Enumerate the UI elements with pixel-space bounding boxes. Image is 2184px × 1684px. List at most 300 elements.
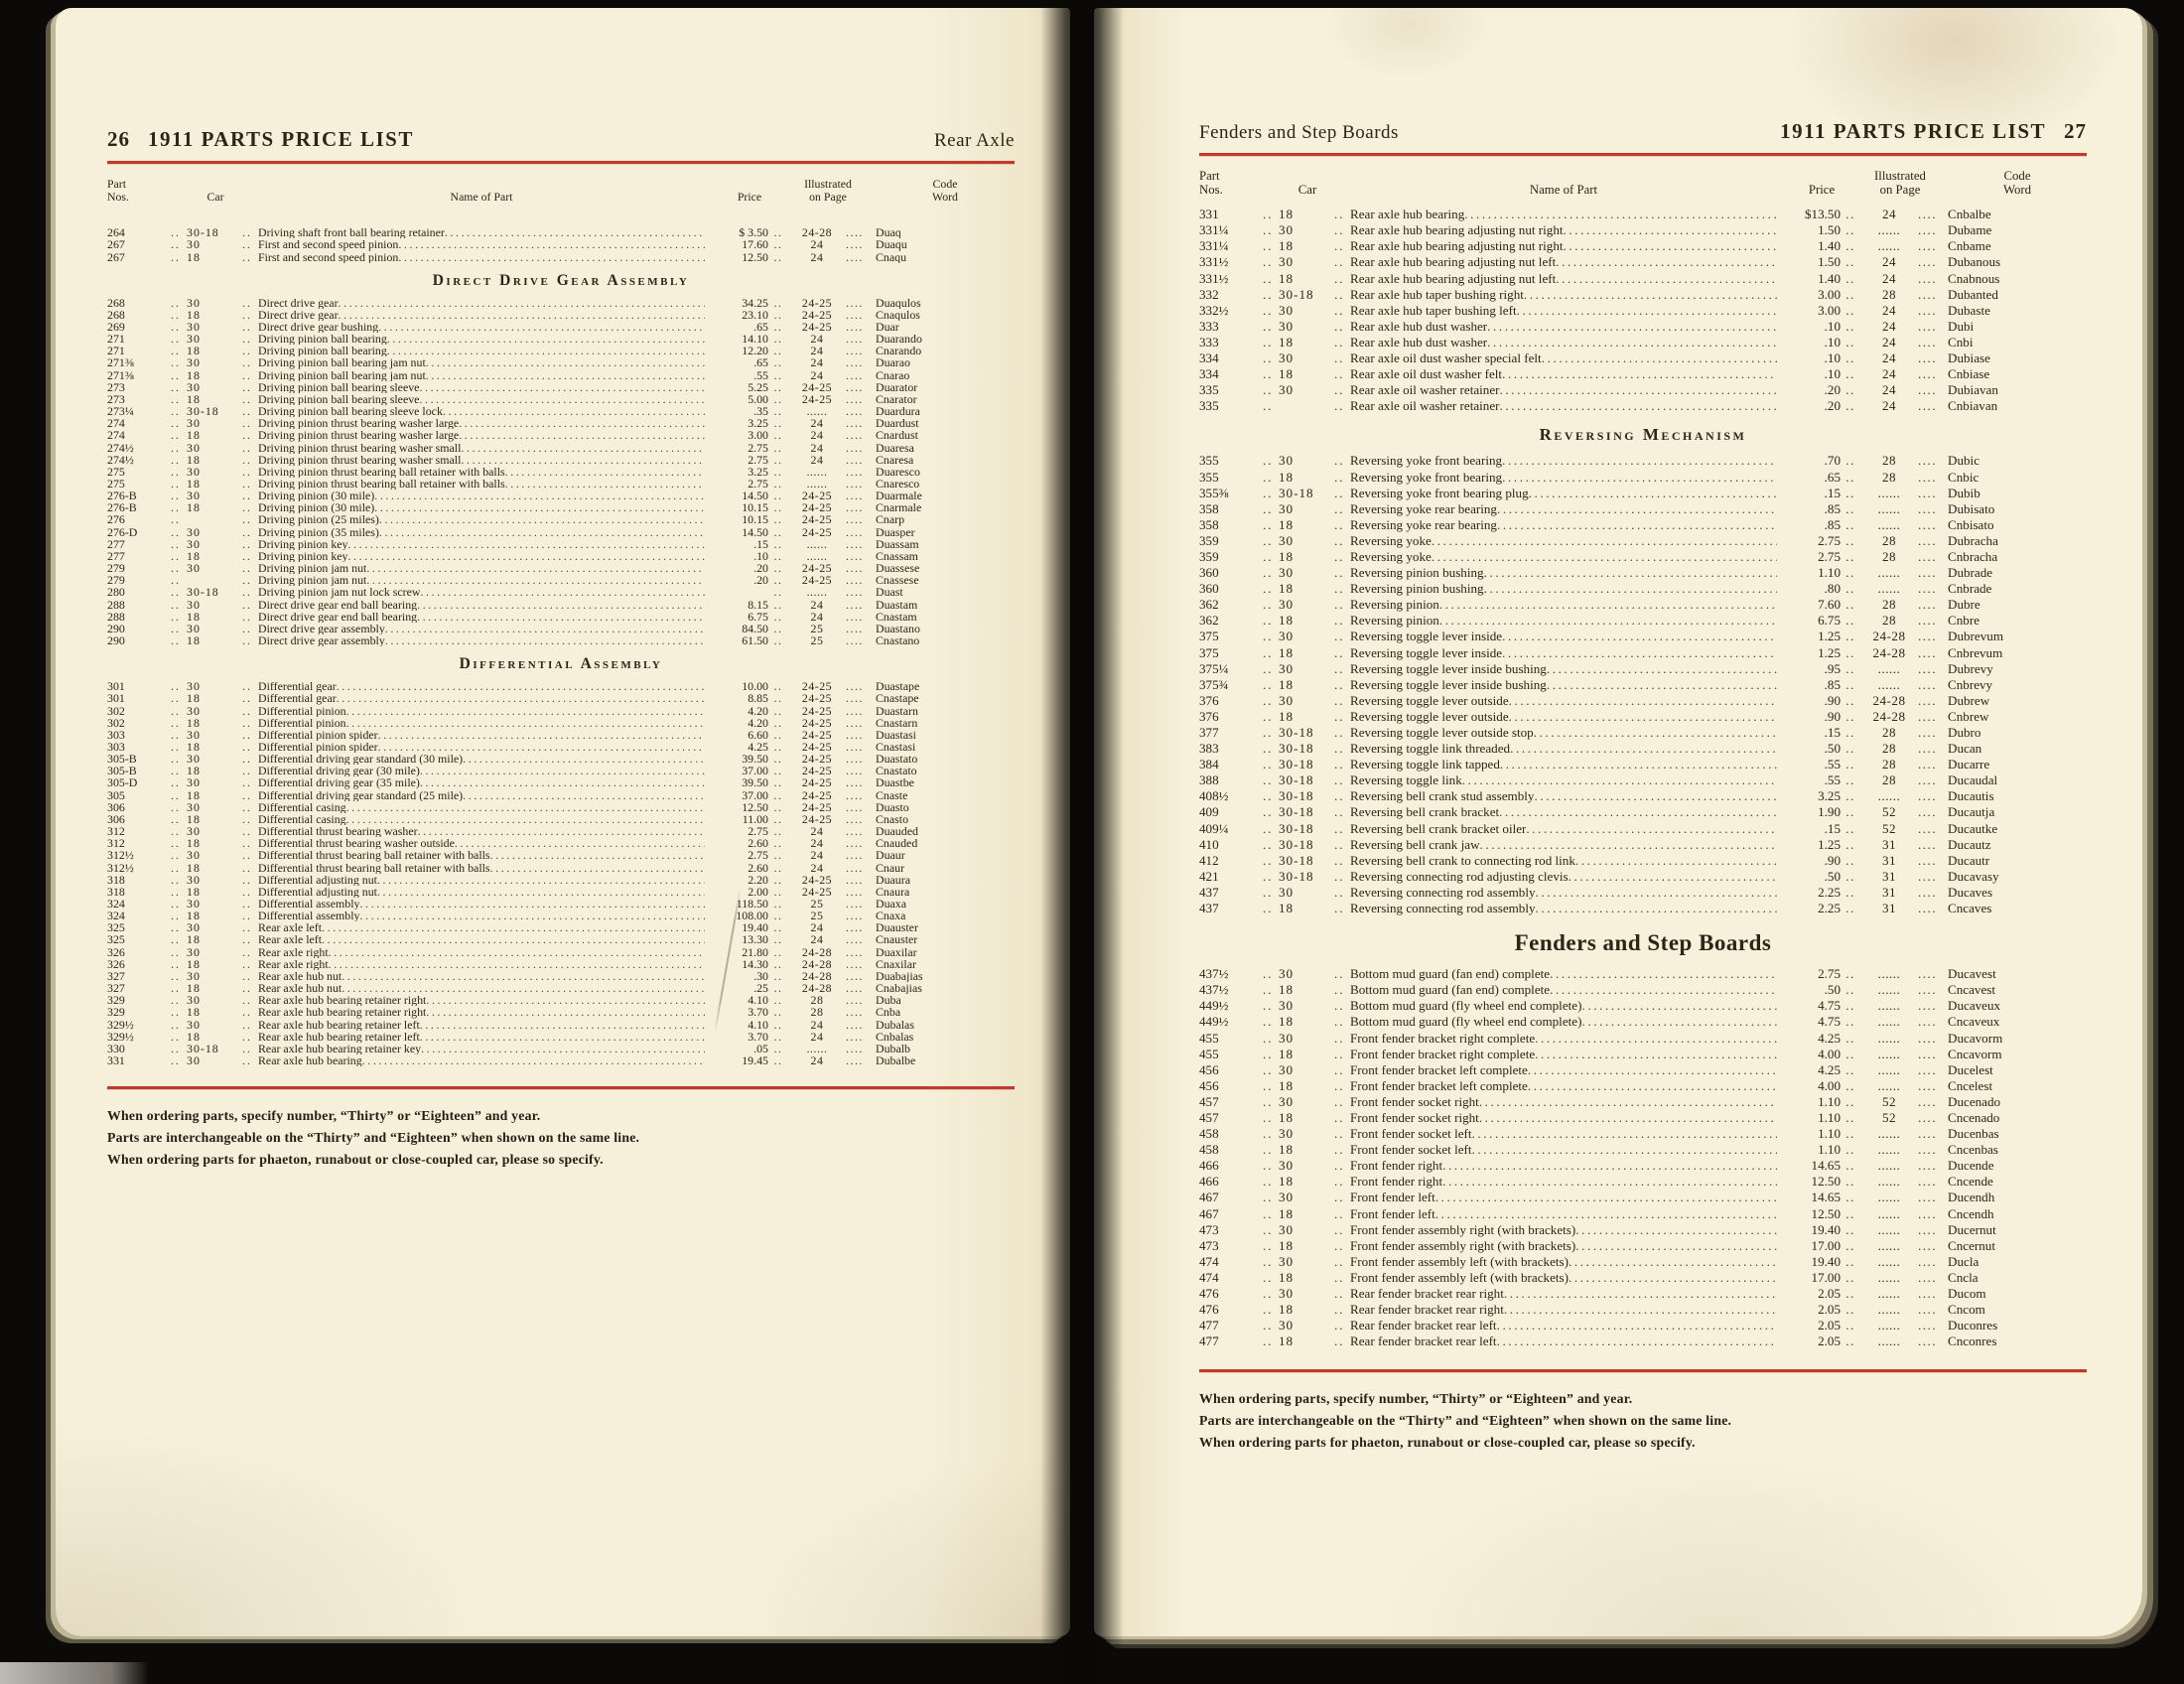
leader-dots [1442,1158,1777,1174]
car-model: 18 [187,956,201,971]
car-model: 18 [1279,270,1295,286]
leader-dots: .. [1845,1221,1855,1237]
leader-dots [337,680,705,692]
leader-dots: .... [846,812,864,826]
leader-dots [377,874,705,886]
part-number: 359 [1199,532,1219,548]
leader-dots: .. [1334,1014,1345,1030]
price: 3.25 [748,416,768,431]
table-row [107,717,1015,729]
leader-dots: .. [773,441,783,454]
leader-dots: .. [1263,597,1274,613]
table-row [1199,1078,2087,1094]
code-word: Cnbrevum [1948,644,2003,660]
part-number: 334 [1199,351,1219,366]
column-header-name-label: Name of Part [1529,182,1598,197]
table-row [107,599,1015,611]
part-name: Direct drive gear end ball bearing [258,610,418,623]
part-number: 421 [1199,868,1219,884]
leader-dots: .. [1334,500,1345,516]
price: 12.50 [1811,1174,1841,1190]
section-heading: Reversing Mechanism [1539,425,1747,445]
car-model: 18 [1279,708,1295,724]
part-name: Differential thrust bearing ball retainer with balls [258,861,490,874]
part-number: 358 [1199,500,1219,516]
code-word: Cnaura [876,885,910,898]
car-model: 18 [187,836,201,851]
column-header-illustrated-line2: on Page [1879,182,1921,197]
leader-dots: .. [1845,382,1855,398]
price: .70 [1824,453,1841,469]
leader-dots: .... [846,610,864,623]
leader-dots: .... [846,1054,864,1067]
leader-dots: .. [1263,1333,1274,1349]
leader-dots: .. [773,610,783,623]
leader-dots: .. [1334,597,1345,613]
leader-dots: .. [171,405,181,418]
footnote: When ordering parts for phaeton, runabout or close-coupled car, please so specify. [107,1152,604,1168]
leader-dots: .... [846,753,864,766]
illustrated-page: 24-25 [801,490,833,502]
table-row [1199,757,2087,772]
leader-dots: .... [1918,820,1938,836]
code-word: Cnbi [1948,334,1974,350]
leader-dots [1556,254,1777,270]
leader-dots: .. [242,765,252,777]
table-row [1199,901,2087,916]
table-row [1199,382,2087,398]
leader-dots: .. [773,957,783,970]
code-word: Duarmale [876,490,922,502]
car-model: 30 [187,848,201,863]
leader-dots: .... [1918,516,1938,532]
table-row [107,574,1015,586]
leader-dots [1504,1286,1777,1302]
price: 3.00 [748,428,768,443]
leader-dots: .. [171,910,181,922]
leader-dots: .... [1918,901,1938,916]
part-number: 331¼ [1199,222,1229,238]
leader-dots: .. [1263,820,1274,836]
code-word: Dubalb [876,1042,911,1055]
code-word: Cncaves [1948,901,1992,916]
part-number: 288 [107,597,125,612]
car-model: 18 [1279,469,1295,485]
table-row [107,251,1015,263]
price: 5.00 [748,391,768,406]
leader-dots: .. [1845,548,1855,564]
car-model: 30 [187,1053,201,1068]
leader-dots: .. [171,776,181,789]
leader-dots: .. [1263,1253,1274,1269]
part-number: 412 [1199,852,1219,868]
table-row [1199,597,2087,613]
car-model: 30 [187,295,201,310]
table-row [107,454,1015,466]
code-word: Duassese [876,562,920,575]
car-model: 18 [1279,238,1295,254]
price: 37.00 [742,787,768,802]
part-number: 377 [1199,725,1219,740]
leader-dots: .... [1918,757,1938,772]
leader-dots: .... [846,441,864,454]
leader-dots: .. [773,392,783,406]
leader-dots: .. [242,296,252,309]
table-row [1199,549,2087,565]
price: 1.10 [1818,1093,1841,1109]
part-name: Reversing toggle link threaded [1350,741,1511,757]
leader-dots [426,1006,705,1018]
illustrated-page: 24-25 [801,788,833,801]
leader-dots: .. [242,933,252,946]
leader-dots: .. [171,1018,181,1031]
leader-dots: .... [846,549,864,563]
part-number: 476 [1199,1286,1219,1301]
price: 4.75 [1818,998,1841,1014]
leader-dots: .. [1845,1046,1855,1061]
illustrated-page: 28 [1881,453,1897,469]
leader-dots: .... [846,825,864,838]
column-headers [107,178,1015,203]
leader-dots: .. [171,765,181,777]
part-name: Bottom mud guard (fly wheel end complete) [1350,1014,1582,1030]
part-name: Reversing pinion bushing [1350,565,1484,581]
illustrated-page: ...... [1877,500,1901,516]
leader-dots [1497,501,1777,517]
leader-dots: .. [773,898,783,911]
part-number: 274½ [107,452,134,467]
leader-dots: .. [242,250,252,263]
leader-dots: .. [1845,1286,1855,1301]
leader-dots: .. [1845,1077,1855,1093]
price: .25 [753,981,768,996]
part-number: 306 [107,811,125,826]
table-row [1199,804,2087,820]
part-number: 303 [107,727,125,742]
leader-dots: .. [1334,398,1345,414]
car-model: 30 [187,993,201,1008]
table-row [107,333,1015,345]
leader-dots: .. [242,226,252,239]
code-word: Cnastato [876,765,917,777]
leader-dots: .... [846,598,864,611]
part-number: 335 [1199,398,1219,414]
leader-dots: .. [1845,1237,1855,1253]
leader-dots: .. [1334,1237,1345,1253]
part-name: Reversing yoke [1350,532,1432,548]
leader-dots: .. [1334,757,1345,772]
price: 5.25 [748,379,768,394]
code-word: Cnbracha [1948,548,1998,564]
part-name: Rear axle oil washer retainer [1350,398,1500,414]
leader-dots [1575,853,1777,869]
car-model: 30 [1279,692,1295,708]
part-name: Driving shaft front ball bearing retainer [258,226,445,239]
car-model: 18 [1279,548,1295,564]
leader-dots: .. [242,1042,252,1055]
table-row [107,1019,1015,1031]
price: 39.50 [742,752,768,767]
leader-dots [463,753,705,765]
price: 8.15 [748,597,768,612]
table-row [107,634,1015,646]
car-model: 30-18 [1279,836,1314,852]
part-number: 276-B [107,489,137,503]
code-word: Cnconres [1948,1333,1997,1349]
car-model: 30-18 [187,1041,219,1055]
car-model: 18 [1279,1174,1295,1190]
table-row [107,417,1015,429]
illustrated-page: 24-25 [801,812,833,826]
price: 2.75 [1818,548,1841,564]
part-name: Driving pinion jam nut [258,574,367,587]
leader-dots: .... [1918,1174,1938,1190]
illustrated-page: 28 [1881,772,1897,788]
leader-dots: .... [1918,868,1938,884]
illustrated-page: ...... [1877,485,1901,500]
leader-dots [1575,1222,1777,1238]
leader-dots: .. [171,812,181,826]
price: .15 [1824,485,1841,500]
table-row [107,490,1015,501]
price: .50 [1824,741,1841,757]
part-name: Driving pinion ball bearing [258,345,387,357]
leader-dots: .... [1918,270,1938,286]
leader-dots: .... [846,898,864,911]
car-model: 30-18 [1279,485,1314,500]
column-header-car [187,191,244,204]
part-number: 327 [107,981,125,996]
part-number: 331¼ [1199,238,1229,254]
leader-dots: .. [1334,1061,1345,1077]
leader-dots: .. [1263,1302,1274,1318]
price: 2.60 [748,860,768,875]
car-model: 18 [1279,1046,1295,1061]
leader-dots [1472,1142,1777,1158]
part-name: Driving pinion thrust bearing washer small [258,453,462,466]
leader-dots: .... [1918,597,1938,613]
leader-dots: .. [242,525,252,538]
price: .20 [1824,398,1841,414]
leader-dots: .... [846,562,864,575]
price: 2.60 [748,836,768,851]
code-word: Cnbisato [1948,516,1994,532]
leader-dots: .. [242,921,252,934]
leader-dots: .... [846,885,864,898]
illustrated-page: 24 [1881,254,1897,270]
illustrated-page: 24 [810,610,824,623]
code-word: Duarao [876,356,910,369]
part-name: Driving pinion thrust bearing washer small [258,441,462,454]
illustrated-page: ...... [1877,1126,1901,1142]
part-number: 358 [1199,516,1219,532]
leader-dots [366,574,705,586]
part-name: Front fender assembly right (with brackets) [1350,1221,1576,1237]
leader-dots: .... [1918,644,1938,660]
part-name: Reversing toggle lever inside bushing [1350,676,1547,692]
code-word: Cnassam [876,549,918,563]
table-row [1199,693,2087,709]
column-header-price-label: Price [1808,182,1836,197]
leader-dots: .. [1845,901,1855,916]
price: 1.25 [1818,836,1841,852]
code-word: Cnastasi [876,740,916,754]
illustrated-page: 24-28 [801,226,833,239]
price: .10 [1824,366,1841,382]
column-header-code [876,178,1015,203]
part-number: 274 [107,416,125,431]
part-name: Driving pinion ball bearing jam nut [258,356,426,369]
leader-dots: .. [171,465,181,478]
table-row [107,970,1015,982]
leader-dots [426,356,705,368]
leader-dots: .. [1334,725,1345,740]
code-word: Duastato [876,753,918,766]
leader-dots [505,466,705,478]
column-header-price [1791,184,1852,198]
leader-dots [346,801,705,813]
table-row [107,849,1015,861]
illustrated-page: 25 [810,622,824,635]
part-number: 355 [1199,469,1219,485]
part-name: Reversing toggle lever inside [1350,644,1503,660]
leader-dots: .. [1334,884,1345,900]
leader-dots: .... [1918,708,1938,724]
leader-dots [1569,1270,1777,1286]
part-number: 305-D [107,775,138,790]
leader-dots: .. [242,549,252,563]
car-model: 18 [187,477,201,491]
table-row [1199,645,2087,661]
leader-dots: .... [1918,565,1938,581]
part-name: Rear axle hub bearing adjusting nut right [1350,238,1564,254]
footnote: Parts are interchangeable on the “Thirty” and “Eighteen” when shown on the same line. [107,1130,640,1146]
leader-dots [445,226,705,238]
leader-dots: .... [846,788,864,801]
leader-dots: .... [1918,1046,1938,1061]
car-model: 30-18 [1279,820,1314,836]
leader-dots: .. [773,226,783,239]
illustrated-page: 24 [810,429,824,442]
leader-dots: .. [773,825,783,838]
code-word: Duaqulos [876,296,921,309]
part-name: Driving pinion key [258,549,348,563]
leader-dots: .... [846,453,864,466]
car-model: 18 [187,715,201,730]
leader-dots: .. [1845,725,1855,740]
part-name: Reversing pinion [1350,597,1439,613]
price: 1.10 [1818,565,1841,581]
leader-dots: .... [846,478,864,491]
part-number: 437½ [1199,982,1229,998]
illustrated-page: ...... [806,537,828,550]
leader-dots: .... [1918,238,1938,254]
leader-dots [1569,1254,1777,1270]
leader-dots: .. [1263,366,1274,382]
leader-dots: .. [1845,884,1855,900]
price: 1.10 [1818,1109,1841,1125]
leader-dots [461,442,705,454]
code-word: Cnaxilar [876,957,916,970]
table-row [107,586,1015,598]
illustrated-page: 24 [1881,207,1897,222]
leader-dots [1504,1302,1777,1318]
car-model: 30-18 [187,404,219,419]
table-row [1199,581,2087,597]
leader-dots [1502,645,1777,661]
part-number: 455 [1199,1046,1219,1061]
price: 19.40 [1811,1221,1841,1237]
code-word: Duastam [876,598,918,611]
code-word: Ducaves [1948,884,1993,900]
part-name: Differential adjusting nut [258,885,377,898]
illustrated-page: 24 [810,250,824,263]
leader-dots: .... [1918,1109,1938,1125]
illustrated-page: 24-25 [801,800,833,813]
leader-dots: .. [773,405,783,418]
part-number: 473 [1199,1237,1219,1253]
illustrated-page: 24-25 [801,562,833,575]
part-name: Differential thrust bearing washer [258,825,418,838]
leader-dots: .... [1918,532,1938,548]
car-model: 30-18 [1279,804,1314,820]
leader-dots: .... [1918,804,1938,820]
leader-dots [419,381,705,393]
part-number: 312 [107,824,125,839]
part-number: 467 [1199,1205,1219,1221]
price: .55 [1824,772,1841,788]
leader-dots: .. [171,417,181,430]
leader-dots: .. [773,574,783,587]
leader-dots [374,501,705,513]
leader-dots: .. [171,825,181,838]
price: .20 [753,573,768,588]
price: .15 [1824,820,1841,836]
leader-dots: .. [1845,286,1855,302]
illustrated-page: 24-28 [801,982,833,995]
part-number: 388 [1199,772,1219,788]
leader-dots: .. [171,586,181,599]
table-row [107,776,1015,788]
price: .55 [1824,757,1841,772]
leader-dots: .... [846,368,864,381]
leader-dots: .. [242,622,252,635]
column-header-name [244,191,719,204]
part-name: Driving pinion thrust bearing ball retainer with balls [258,465,505,478]
leader-dots: .... [1918,581,1938,597]
table-row [1199,486,2087,501]
car-model: 30 [1279,351,1295,366]
leader-dots: .... [1918,351,1938,366]
leader-dots: .... [1918,453,1938,469]
leader-dots: .. [1334,660,1345,676]
leader-dots: .. [1334,469,1345,485]
car-model: 30 [1279,222,1295,238]
leader-dots: .. [1845,998,1855,1014]
code-word: Cnbalas [876,1030,914,1043]
table-row [107,297,1015,309]
part-number: 264 [107,225,125,240]
illustrated-page: 24-25 [801,753,833,766]
column-header-part [107,178,187,203]
part-name: Driving pinion (30 mile) [258,490,375,502]
part-number: 456 [1199,1077,1219,1093]
leader-dots: .. [1263,998,1274,1014]
price: .20 [1824,382,1841,398]
price: 4.25 [1818,1061,1841,1077]
part-name: Reversing yoke front bearing [1350,453,1503,469]
part-number: 312 [107,836,125,851]
